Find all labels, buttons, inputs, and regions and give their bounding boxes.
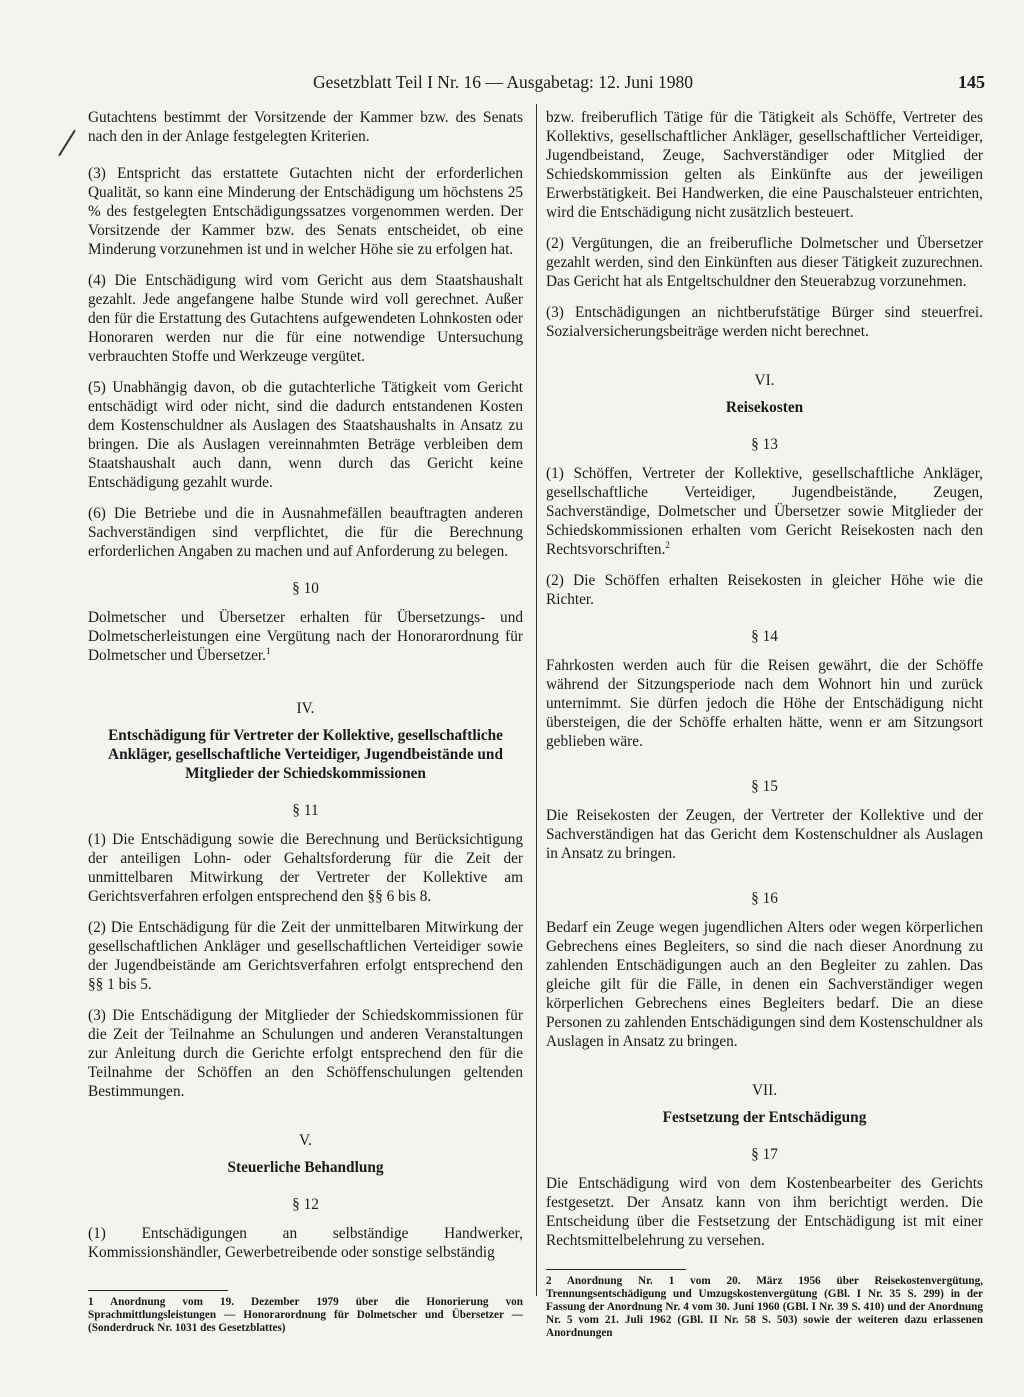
- footnote: 1 Anordnung vom 19. Dezember 1979 über die Honorierung von Sprachmittlungsleistungen — Honorarordnung für Dolmetscher und Übersetzer — (Sonderdruck Nr. 1031 des Gesetzblattes): [88, 1296, 523, 1334]
- paragraph: Fahrkosten werden auch für die Reisen gewährt, die der Schöffe während der Sitzungsperiode nach dem Wohnort hin und zurück unternimmt. Sie dürfen jedoch die Höhe der Entschädigung nicht übersteigen, die der Schöffe erhalten hätte, wenn er am Sitzungsort geblieben wäre.: [546, 657, 983, 750]
- paragraph: [546, 464, 983, 559]
- section-number: § 13: [751, 436, 778, 453]
- paragraph: Bedarf ein Zeuge wegen jugendlichen Alters oder wegen körperlichen Gebrechens eines Begleiters, so sind die nach dieser Anordnung zu zahlenden Entschädigungen auch an den Begleiter zu zahlen. Das gleiche gilt für die Fälle, in denen ein Sachverständiger wegen körperlichen Gebrechens eines Begleiters bedarf. Die an diese Personen zu zahlenden Entschädigungen sind dem Kostenschuldner als Auslagen in Ansatz zu bringen.: [546, 919, 983, 1050]
- paragraph: bzw. freiberuflich Tätige für die Tätigkeit als Schöffe, Vertreter des Kollektivs, gesellschaftlicher Ankläger, gesellschaftlicher Verteidiger, Jugendbeistand, Zeuge, Sachverständiger oder Mitglied der Schiedskommission gelten als Einkünfte aus der jeweiligen Erwerbstätigkeit. Bei Handwerken, die eine Pauschalsteuer entrichten, wird die Entschädigung nicht zusätzlich besteuert.: [546, 109, 983, 221]
- section-number: § 10: [292, 580, 319, 597]
- section-number: § 15: [751, 778, 778, 795]
- paragraph: Gutachtens bestimmt der Vorsitzende der Kammer bzw. des Senats nach den in der Anlage festgelegten Kriterien.: [88, 109, 523, 145]
- part-heading: Steuerliche Behandlung: [227, 1159, 384, 1176]
- paragraph: (5) Unabhängig davon, ob die gutachterliche Tätigkeit vom Gericht entschädigt wird oder nicht, sind die dadurch entstandenen Kosten dem Kostenschuldner als Auslagen des Staatshaushalts in Ansatz zu bringen. Die als Auslagen vereinnahmten Beträge verbleiben dem Staatshaushalt auch dann, wenn durch das Gericht keine Entschädigung gezahlt wurde.: [88, 379, 523, 491]
- part-number: VI.: [754, 372, 775, 389]
- left-column: [88, 108, 523, 1274]
- part-heading: Festsetzung der Entschädigung: [662, 1109, 867, 1126]
- paragraph-text: (1) Schöffen, Vertreter der Kollektive, gesellschaftliche Ankläger, gesellschaftliche Verteidiger, Jugendbeistände, Zeugen, Sachverständige, Dolmetscher und Übersetzer sowie Mitglieder der Schiedskommissionen erhalten vom Gericht Reisekosten nach den Rechtsvorschriften.: [546, 465, 983, 558]
- paragraph: (3) Entschädigungen an nichtberufstätige Bürger sind steuerfrei. Sozialversicherungsbeiträge werden nicht berechnet.: [546, 304, 983, 340]
- part-heading: Entschädigung für Vertreter der Kollektive, gesellschaftliche Ankläger, gesellschaftliche Verteidiger, Jugendbeistände und Mitglieder der Schiedskommissionen: [108, 727, 503, 782]
- part-number: VII.: [751, 1082, 778, 1099]
- section-number: § 17: [751, 1146, 778, 1163]
- column-divider: [536, 104, 537, 1296]
- section-number: § 16: [751, 890, 778, 907]
- margin-mark: [58, 130, 76, 157]
- paragraph: (4) Die Entschädigung wird vom Gericht aus dem Staatshaushalt gezahlt. Jede angefangene halbe Stunde wird voll gerechnet. Außer den für die Erstattung des Gutachtens aufgewendeten Lohnkosten oder Honoraren werden nur die für eine notwendige Untersuchung verbrauchten Stoffe und Werkzeuge vergütet.: [88, 272, 523, 365]
- footnote-rule: [546, 1269, 686, 1270]
- footnote-rule: [88, 1290, 228, 1291]
- footnote: 2 Anordnung Nr. 1 vom 20. März 1956 über Reisekostenvergütung, Trennungsentschädigung und Umzugskostenvergütung (GBl. I Nr. 35 S. 299) in der Fassung der Anordnung Nr. 4 vom 30. Juni 1960 (GBl. I Nr. 39 S. 410) und der Anordnung Nr. 5 vom 21. Juli 1962 (GBl. II Nr. 58 S. 503) sowie der weiteren dazu erlassenen Anordnungen: [546, 1275, 983, 1339]
- paragraph-text: Dolmetscher und Übersetzer erhalten für Übersetzungs- und Dolmetscherleistungen eine Vergütung nach der Honorarordnung für Dolmetscher und Übersetzer.: [88, 609, 523, 664]
- paragraph: (1) Entschädigungen an selbständige Handwerker, Kommissionshändler, Gewerbetreibende oder sonstige selbständig: [88, 1225, 523, 1261]
- paragraph: (2) Vergütungen, die an freiberufliche Dolmetscher und Übersetzer gezahlt werden, sind den Einkünften aus dieser Tätigkeit zuzurechnen. Das Gericht hat als Entgeltschuldner den Steuerabzug vorzunehmen.: [546, 235, 983, 290]
- paragraph: (3) Entspricht das erstattete Gutachten nicht der erforderlichen Qualität, so kann eine Minderung der Entschädigung um höchstens 25 % des festgelegten Entschädigungssatzes vorgenommen werden. Der Vorsitzende der Kammer bzw. des Senats entscheidet, ob eine Minderung vorzunehmen ist und in welcher Höhe sie zu erfolgen hat.: [88, 165, 523, 258]
- section-number: § 11: [292, 802, 319, 819]
- right-column: [546, 108, 983, 1262]
- paragraph: [88, 608, 523, 665]
- part-number: V.: [299, 1132, 312, 1149]
- header-title: Gesetzblatt Teil I Nr. 16 — Ausgabetag: 12. Juni 1980: [313, 72, 693, 92]
- paragraph: Die Entschädigung wird von dem Kostenbearbeiter des Gerichts festgesetzt. Der Ansatz kann von ihm berichtigt werden. Die Entscheidung über die Festsetzung der Entschädigung ist mit einer Rechtsmittelbelehrung zu versehen.: [546, 1175, 983, 1249]
- section-number: § 12: [292, 1196, 319, 1213]
- paragraph: (6) Die Betriebe und die in Ausnahmefällen beauftragten anderen Sachverständigen sind verpflichtet, die für die Berechnung erforderlichen Angaben zu machen und auf Anforderung zu belegen.: [88, 505, 523, 560]
- paragraph: (2) Die Entschädigung für die Zeit der unmittelbaren Mitwirkung der gesellschaftlichen Ankläger und gesellschaftlichen Verteidiger sowie der Jugendbeistände am Gerichtsverfahren erfolgt entsprechend den §§ 1 bis 5.: [88, 919, 523, 993]
- part-heading: Reisekosten: [725, 399, 804, 416]
- paragraph: (1) Die Entschädigung sowie die Berechnung und Berücksichtigung der anteiligen Lohn- oder Gehaltsforderung für die Zeit der unmittelbaren Mitwirkung der Vertreter der Kollektive am Gerichtsverfahren erfolgen entsprechend den §§ 6 bis 8.: [88, 831, 523, 905]
- page-header: [90, 72, 985, 96]
- paragraph: (2) Die Schöffen erhalten Reisekosten in gleicher Höhe wie die Richter.: [546, 572, 983, 608]
- paragraph: (3) Die Entschädigung der Mitglieder der Schiedskommissionen für die Zeit der Teilnahme an Schulungen und anderen Veranstaltungen zur Anleitung durch die Gerichte erfolgt entsprechend den für die Teilnahme der Schöffen an den Schöffenschulungen geltenden Bestimmungen.: [88, 1007, 523, 1100]
- page-number: 145: [958, 72, 985, 92]
- part-number: IV.: [296, 700, 315, 717]
- paragraph: Die Reisekosten der Zeugen, der Vertreter der Kollektive und der Sachverständigen hat das Gericht dem Kostenschuldner als Auslagen in Ansatz zu bringen.: [546, 807, 983, 862]
- section-number: § 14: [751, 628, 778, 645]
- footnote-ref: 2: [665, 539, 670, 550]
- footnote-ref: 1: [265, 645, 271, 656]
